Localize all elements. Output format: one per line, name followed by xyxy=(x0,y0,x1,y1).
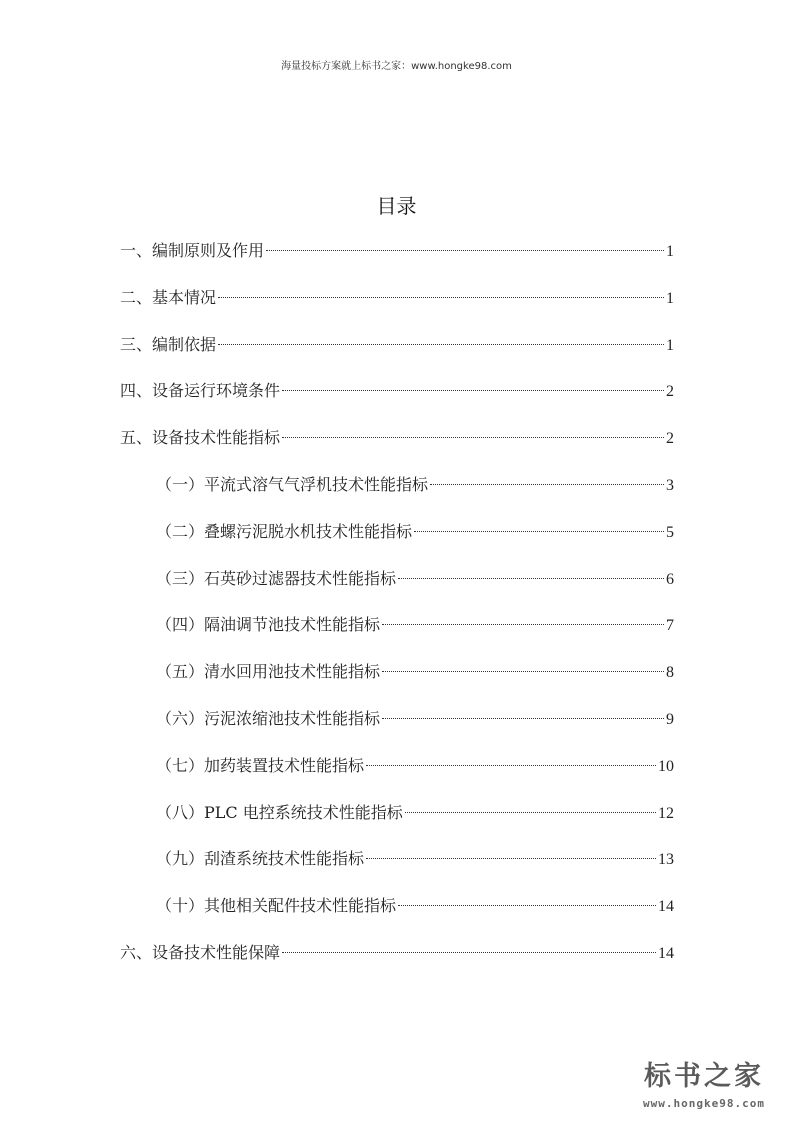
dot-leader xyxy=(266,250,664,251)
toc-entry[interactable] xyxy=(120,422,674,469)
toc-entry-label: 五、设备技术性能指标 xyxy=(120,428,281,448)
table-of-contents xyxy=(120,235,674,984)
toc-subentry[interactable] xyxy=(120,843,674,890)
toc-entry-label: （九）刮渣系统技术性能指标 xyxy=(156,849,365,869)
toc-entry[interactable] xyxy=(120,937,674,984)
toc-entry-page: 14 xyxy=(658,898,674,916)
watermark-logo xyxy=(629,1061,779,1110)
toc-entry-page: 3 xyxy=(666,476,674,494)
toc-entry[interactable] xyxy=(120,329,674,376)
dot-leader xyxy=(282,952,656,953)
toc-entry-label: （十）其他相关配件技术性能指标 xyxy=(156,896,397,916)
toc-entry-page: 7 xyxy=(666,617,674,635)
toc-entry-page: 12 xyxy=(658,804,674,822)
toc-entry-label: （四）隔油调节池技术性能指标 xyxy=(156,615,381,635)
toc-entry-label: 二、基本情况 xyxy=(120,287,217,307)
toc-subentry[interactable] xyxy=(120,469,674,516)
toc-entry-label: （三）石英砂过滤器技术性能指标 xyxy=(156,568,397,588)
dot-leader xyxy=(218,297,664,298)
dot-leader xyxy=(382,624,664,625)
toc-entry-page: 13 xyxy=(658,851,674,869)
toc-entry-page: 14 xyxy=(658,944,674,962)
dot-leader xyxy=(366,858,656,859)
toc-entry-label: （一）平流式溶气气浮机技术性能指标 xyxy=(156,474,429,494)
toc-entry[interactable] xyxy=(120,375,674,422)
toc-entry-label: （七）加药装置技术性能指标 xyxy=(156,755,365,775)
toc-entry-label: 三、编制依据 xyxy=(120,334,217,354)
toc-entry-page: 1 xyxy=(666,336,674,354)
toc-entry-page: 2 xyxy=(666,430,674,448)
dot-leader xyxy=(430,484,664,485)
dot-leader xyxy=(282,437,664,438)
toc-subentry[interactable] xyxy=(120,656,674,703)
toc-entry-page: 6 xyxy=(666,570,674,588)
toc-entry-label: （六）污泥浓缩池技术性能指标 xyxy=(156,708,381,728)
dot-leader xyxy=(218,344,664,345)
toc-subentry[interactable] xyxy=(120,516,674,563)
toc-entry-page: 2 xyxy=(666,383,674,401)
dot-leader xyxy=(398,905,656,906)
dot-leader xyxy=(398,578,664,579)
toc-entry-page: 10 xyxy=(658,757,674,775)
dot-leader xyxy=(405,812,656,813)
dot-leader xyxy=(414,531,664,532)
dot-leader xyxy=(382,671,664,672)
dot-leader xyxy=(382,718,664,719)
toc-entry-label: 一、编制原则及作用 xyxy=(120,241,265,260)
toc-subentry[interactable] xyxy=(120,890,674,937)
toc-entry[interactable] xyxy=(120,282,674,329)
toc-entry-page: 5 xyxy=(666,523,674,541)
dot-leader xyxy=(282,390,664,391)
toc-subentry[interactable] xyxy=(120,750,674,797)
toc-subentry[interactable] xyxy=(120,563,674,610)
watermark-name: 标书之家 xyxy=(644,1061,764,1092)
toc-entry-page: 1 xyxy=(666,243,674,260)
watermark-url: www.hongke98.com xyxy=(643,1097,765,1110)
toc-entry-label: （二）叠螺污泥脱水机技术性能指标 xyxy=(156,521,413,541)
toc-entry-page: 9 xyxy=(666,710,674,728)
toc-entry-label: （五）清水回用池技术性能指标 xyxy=(156,662,381,682)
toc-entry-page: 8 xyxy=(666,664,674,682)
toc-entry-label: 六、设备技术性能保障 xyxy=(120,942,281,962)
toc-subentry[interactable] xyxy=(120,797,674,844)
dot-leader xyxy=(366,765,656,766)
header-note: 海量投标方案就上标书之家：www.hongke98.com xyxy=(281,61,512,72)
toc-entry-label: （八）PLC 电控系统技术性能指标 xyxy=(156,802,403,822)
toc-entry-page: 1 xyxy=(666,289,674,307)
toc-subentry[interactable] xyxy=(120,609,674,656)
toc-entry-label: 四、设备运行环境条件 xyxy=(120,381,281,401)
toc-entry[interactable] xyxy=(120,235,674,282)
toc-subentry[interactable] xyxy=(120,703,674,750)
toc-title: 目录 xyxy=(376,194,417,218)
